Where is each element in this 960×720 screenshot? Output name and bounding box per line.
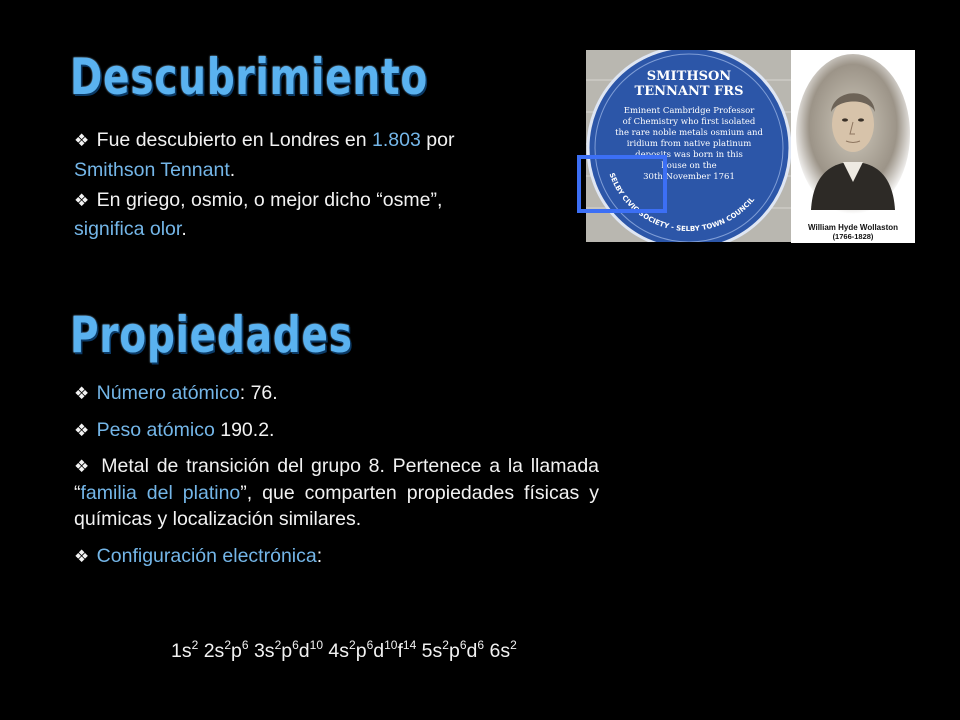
config-exponent: 2 [224,638,231,652]
config-term: d [373,640,385,662]
wollaston-portrait-image [791,50,915,243]
diamond-bullet-icon: ❖ [74,131,90,150]
property-text: Metal de transición del grupo 8. Pertenece a la llamada “ [74,455,600,504]
config-exponent: 6 [241,638,249,652]
config-exponent: 6 [366,638,374,652]
diamond-bullet-icon: ❖ [74,420,90,440]
plaque-line: deposits was born in this [635,150,743,160]
plaque-line: iridium from native platinum [626,139,752,149]
plaque-line: the rare noble metals osmium and [615,128,763,138]
plaque-line: Eminent Cambridge Professor [623,106,755,116]
discovery-year: 1.803 [372,129,421,151]
blue-plaque-image [586,50,792,242]
plaque-line: house on the [661,161,717,171]
config-term: 6s [484,640,511,662]
config-term: 3s [248,640,275,662]
properties-text-block [74,380,599,579]
config-exponent: 14 [402,638,417,652]
discovery-item-2 [74,186,544,246]
plaque-line: TENNANT FRS [634,84,744,99]
property-text: : [316,544,323,567]
property-label: Configuración electrónica [96,544,317,567]
config-exponent: 2 [274,638,282,652]
property-text: ”, que comparten propiedades físicas y químicas y localización similares. [74,481,600,531]
plaque-line: SMITHSON [646,69,732,84]
config-exponent: 2 [442,638,449,652]
discovery-text: por [420,129,455,151]
platinum-family-highlight: familia del platino [80,481,241,504]
portrait-caption-name: William Hyde Wollaston [807,223,899,232]
config-exponent: 10 [384,638,398,652]
config-term: p [231,640,242,662]
discovery-item-1 [74,126,544,186]
selection-rectangle[interactable] [577,155,667,213]
discovery-text: . [181,218,187,241]
property-value: : 76. [239,382,278,404]
config-term: p [355,640,367,662]
config-exponent: 2 [510,638,517,652]
discovery-text: . [229,158,236,181]
property-atomic-number [74,380,599,407]
plaque-ring-text: SELBY CIVIC SOCIETY - SELBY TOWN COUNCIL [607,171,757,234]
config-exponent: 6 [477,638,485,652]
config-term: d [298,640,310,662]
electron-configuration [171,640,517,663]
config-exponent: 2 [191,638,199,652]
section-title-propiedades: Propiedades [70,306,353,364]
property-electron-config [74,543,599,570]
property-label: Número atómico [96,382,240,404]
config-term: p [448,640,460,662]
config-term: 4s [323,640,350,662]
meaning-highlight: significa olor [74,218,182,241]
discoverer-name: Smithson Tennant [74,158,230,181]
config-term: d [466,640,478,662]
plaque-line: 30th November 1761 [643,172,735,182]
config-term: 1s [171,640,192,662]
property-value: 190.2. [214,418,275,441]
property-transition-metal [74,453,599,533]
diamond-bullet-icon: ❖ [74,457,92,477]
config-exponent: 6 [459,638,467,652]
property-atomic-weight [74,417,599,444]
config-exponent: 6 [292,638,299,652]
section-title-descubrimiento: Descubrimiento [70,48,429,106]
property-label: Peso atómico [96,418,215,441]
discovery-text: En griego, osmio, o mejor dicho “osme”, [96,188,443,211]
diamond-bullet-icon: ❖ [74,190,90,210]
config-term: p [281,640,293,662]
config-term: f [397,640,403,662]
config-term: 5s [416,640,443,662]
config-exponent: 10 [309,638,324,652]
discovery-text: Fue descubierto en Londres en [96,129,373,151]
config-exponent: 2 [349,638,356,652]
discovery-text-block [74,126,544,245]
config-term: 2s [198,640,225,662]
portrait-caption-years: (1766-1828) [832,232,874,241]
diamond-bullet-icon: ❖ [74,546,90,566]
diamond-bullet-icon: ❖ [74,384,90,403]
plaque-line: of Chemistry who first isolated [622,117,756,127]
